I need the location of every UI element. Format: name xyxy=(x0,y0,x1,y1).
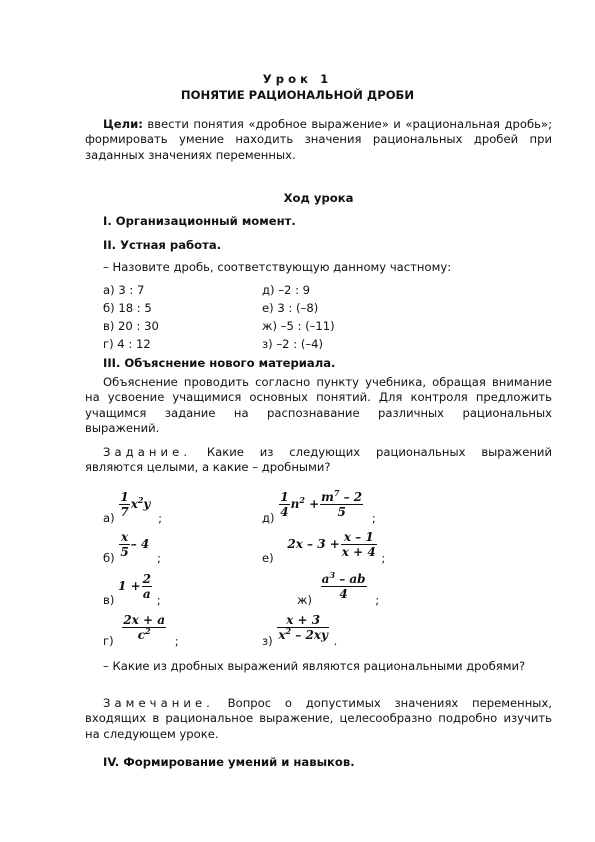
remark-paragraph xyxy=(85,696,552,742)
fraction-denominator: c xyxy=(137,628,146,642)
section-organizational: I. Организационный момент. xyxy=(103,214,296,228)
expression-term: y xyxy=(143,497,151,511)
course-title: Ход урока xyxy=(283,191,354,205)
lesson-title: ПОНЯТИЕ РАЦИОНАЛЬНОЙ ДРОБИ xyxy=(180,88,415,102)
fraction-denominator: 5 xyxy=(337,505,346,519)
section-oral-work: II. Устная работа. xyxy=(103,238,222,252)
expression-zh xyxy=(297,570,380,607)
task-paragraph xyxy=(85,445,552,476)
expression-term: 1 + xyxy=(118,579,141,593)
fraction-denominator: 5 xyxy=(120,545,129,559)
fraction-numerator: 2 xyxy=(142,572,151,586)
expression-d xyxy=(262,488,376,525)
quotient-item: а) 3 : 7 xyxy=(103,283,145,297)
goals-text: ввести понятия «дробное выражение» и «рациональная дробь»; формировать умение находить значения рациональных дробей при заданных значениях переменных. xyxy=(85,117,552,162)
separator: ; xyxy=(158,511,162,525)
quotients-left-column xyxy=(103,281,159,353)
separator: ; xyxy=(371,511,376,525)
expression-z xyxy=(262,613,338,648)
remark-text: Вопрос о допустимых значениях переменных, входящих в рациональное выражение, целесообразно подробно изучить на следующем уроке. xyxy=(85,696,552,741)
fraction-numerator: 1 xyxy=(280,490,289,504)
goals-paragraph xyxy=(85,117,552,163)
quotient-item: д) –2 : 9 xyxy=(262,283,311,297)
question-fraction: – Назовите дробь, соответствующую данному частному: xyxy=(103,260,452,274)
exponent: 3 xyxy=(329,570,336,580)
expression-label: г) xyxy=(103,634,114,648)
expression-label: в) xyxy=(103,593,115,607)
expression-term: – 4 xyxy=(130,537,150,551)
task-text: Какие из следующих рациональных выражений являются целыми, а какие – дробными? xyxy=(85,445,552,475)
expression-label: е) xyxy=(262,551,274,565)
exponent: 2 xyxy=(137,495,144,505)
lesson-number: Урок 1 xyxy=(262,72,333,86)
fraction-numerator: 1 xyxy=(120,490,129,504)
separator: ; xyxy=(381,551,386,565)
task-label: Задание. xyxy=(103,445,192,459)
exponent: 2 xyxy=(299,495,305,505)
quotients-right-column xyxy=(262,281,335,353)
expression-term: x xyxy=(130,497,138,511)
expression-label: д) xyxy=(262,511,275,525)
expression-g xyxy=(103,613,179,648)
quotient-item: з) –2 : (–4) xyxy=(262,337,324,351)
fraction-denominator: 7 xyxy=(120,505,129,519)
explanation-text: Объяснение проводить согласно пункту учебника, обращая внимание на усвоение учащимися основных понятий. Для контроля предложить учащимся задание на распознавание различных рациональных выражений. xyxy=(85,375,552,435)
separator: ; xyxy=(156,551,161,565)
fraction-denominator-tail: – 2xy xyxy=(291,628,328,642)
fraction-numerator: m xyxy=(321,490,334,504)
expression-term: n xyxy=(290,497,300,511)
separator: . xyxy=(333,634,338,648)
expression-e xyxy=(262,530,386,565)
fraction-numerator-tail: – 2 xyxy=(339,490,363,504)
exponent: 7 xyxy=(333,488,340,498)
expression-v xyxy=(103,572,161,607)
fraction-denominator: 4 xyxy=(339,587,348,601)
remark-label: Замечание. xyxy=(103,696,214,710)
fraction-numerator: x xyxy=(120,530,129,544)
expression-a xyxy=(103,490,162,525)
operator: + xyxy=(309,497,320,511)
expression-label: б) xyxy=(103,551,115,565)
fraction-numerator: x – 1 xyxy=(341,530,377,545)
fraction-numerator: a xyxy=(321,572,330,586)
section-new-material: III. Объяснение нового материала. xyxy=(103,356,336,370)
quotient-item: в) 20 : 30 xyxy=(103,319,159,333)
quotient-item: ж) –5 : (–11) xyxy=(262,319,335,333)
fraction-denominator: x xyxy=(278,628,286,642)
fraction-denominator: a xyxy=(142,587,151,601)
quotient-item: б) 18 : 5 xyxy=(103,301,152,315)
separator: ; xyxy=(375,593,380,607)
expression-b xyxy=(103,530,161,565)
expression-label: а) xyxy=(103,511,115,525)
expression-label: ж) xyxy=(297,593,312,607)
fraction-denominator: x + 4 xyxy=(341,545,376,559)
fraction-numerator-tail: – ab xyxy=(335,572,366,586)
quotient-item: е) 3 : (–8) xyxy=(262,301,319,315)
question2-text: – Какие из дробных выражений являются рациональными дробями? xyxy=(103,659,526,673)
fraction-denominator: 4 xyxy=(280,505,289,519)
expression-label: з) xyxy=(262,634,273,648)
separator: ; xyxy=(174,634,179,648)
explanation-paragraph xyxy=(85,375,552,436)
expression-term: 2x – 3 + xyxy=(287,537,340,551)
separator: ; xyxy=(156,593,161,607)
quotient-item: г) 4 : 12 xyxy=(103,337,151,351)
exponent: 2 xyxy=(145,626,151,636)
goals-label: Цели: xyxy=(103,117,143,131)
fraction-numerator: 2x + a xyxy=(123,613,166,627)
section-skills: IV. Формирование умений и навыков. xyxy=(103,755,355,769)
question2-paragraph xyxy=(85,659,552,674)
fraction-numerator: x + 3 xyxy=(277,613,329,628)
exponent: 2 xyxy=(285,626,292,636)
